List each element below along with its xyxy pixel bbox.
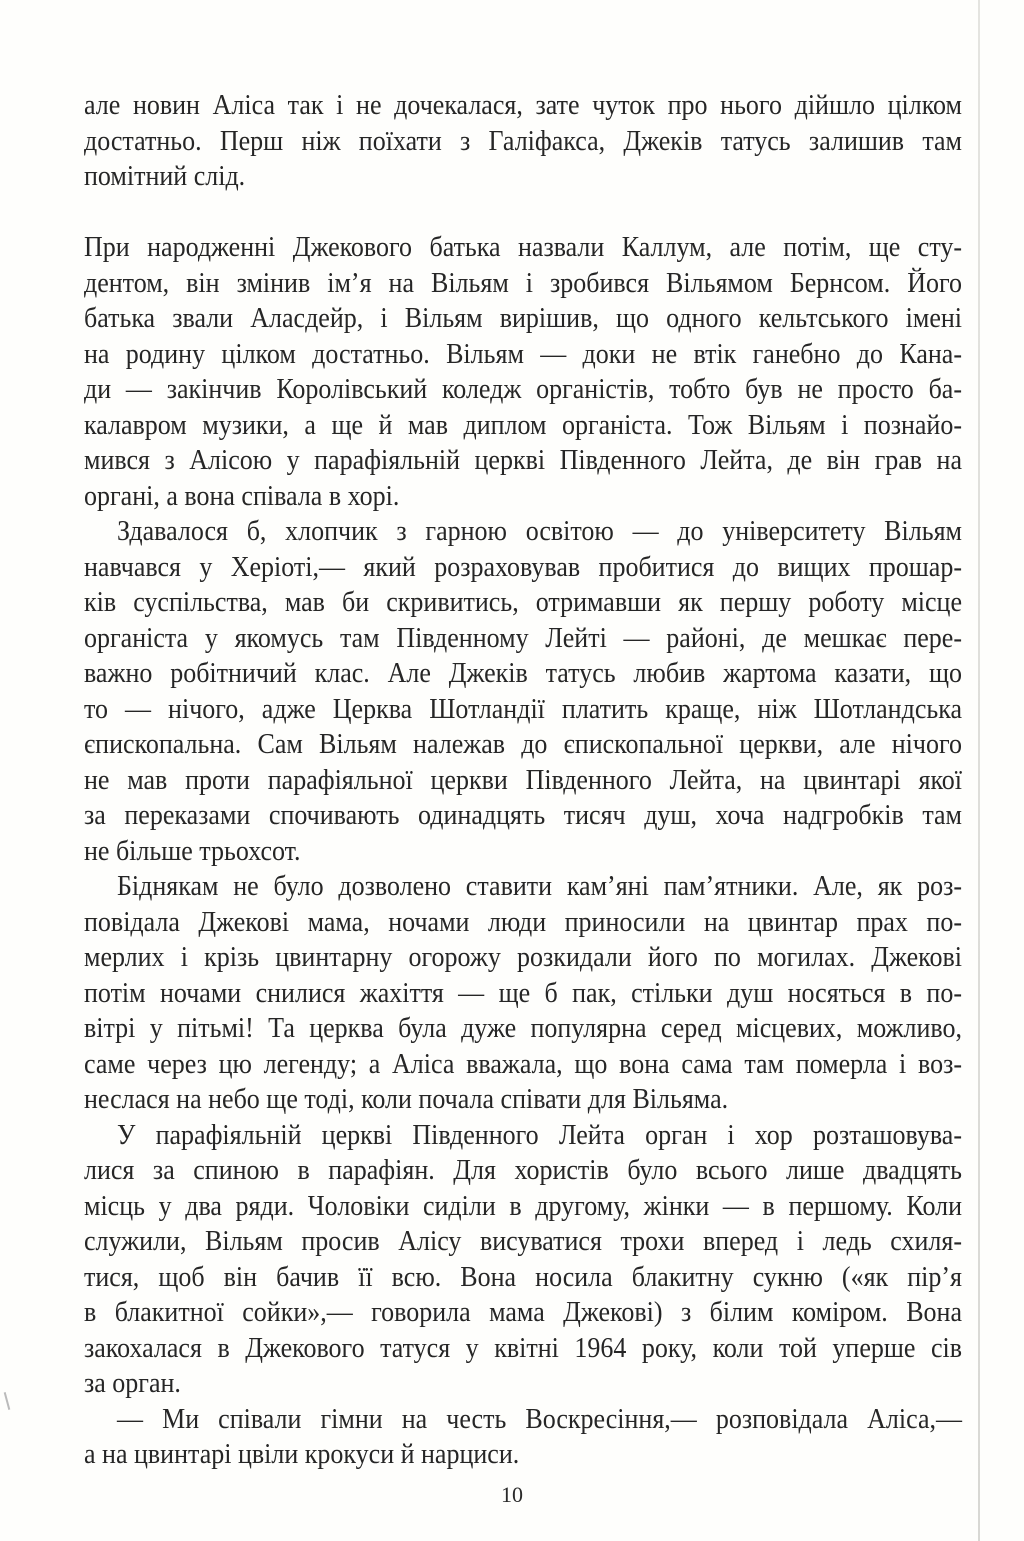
text-line: помітний слід. — [84, 159, 246, 192]
text-line: за переказами спочивають одинадцять тисяч душ, хоча надгробків там — [84, 798, 962, 831]
text-line: важно робітничий клас. Але Джеків татусь любив жартома казати, що — [84, 656, 962, 689]
text-line: не більше трьохсот. — [84, 834, 301, 866]
text-line: саме через цю легенду; а Аліса вважала, що вона сама там померла і воз- — [84, 1047, 962, 1079]
text-line: не мав проти парафіяльної церкви Південного Лейта, на цвинтарі якої — [84, 763, 962, 795]
text-line: а на цвинтарі цвіли крокуси й нарциси. — [84, 1437, 520, 1470]
text-line: служили, Вільям просив Алісу висуватися трохи вперед і ледь схиля- — [84, 1224, 962, 1257]
text-line: мерлих і крізь цвинтарну огорожу розкидали його по могилах. Джекові — [84, 940, 962, 973]
text-line: лися за спиною в парафіян. Для хористів було всього лише двадцять — [84, 1153, 962, 1186]
text-line: У парафіяльній церкві Південного Лейта орган і хор розташовува- — [117, 1118, 962, 1150]
text-line: вітрі у пітьмі! Та церква була дуже популярна серед місцевих, можливо, — [84, 1011, 962, 1044]
text-line: але новин Аліса так і не дочекалася, зате чуток про нього дійшло цілком — [84, 88, 962, 121]
text-line: — Ми співали гімни на честь Воскресіння,— розповідала Аліса,— — [117, 1402, 962, 1434]
text-line: в блакитної сойки»,— говорила мама Джекові) з білим коміром. Вона — [84, 1295, 962, 1328]
text-line: на родину цілком достатньо. Вільям — доки не втік ганебно до Кана- — [84, 337, 962, 369]
text-line: місць у два ряди. Чоловіки сиділи в другому, жінки — в першому. Коли — [84, 1189, 962, 1221]
text-line: неслася на небо ще тоді, коли почала співати для Вільяма. — [84, 1082, 729, 1115]
text-line: органі, а вона співала в хорі. — [84, 479, 400, 511]
scan-speck — [4, 1392, 11, 1410]
text-line: достатньо. Перш ніж поїхати з Галіфакса, Джеків татусь залишив там — [84, 124, 962, 156]
text-line: повідала Джекові мама, ночами люди приносили на цвинтар прах по- — [84, 905, 962, 937]
text-line: При народженні Джекового батька назвали Каллум, але потім, ще сту- — [84, 230, 962, 263]
text-line: ків суспільства, мав би скривитись, отримавши як першу роботу місце — [84, 585, 962, 618]
text-line: то — нічого, адже Церква Шотландії платить краще, ніж Шотландська — [84, 692, 962, 724]
text-line: закохалася в Джекового татуся у квітні 1964 року, коли той уперше сів — [84, 1331, 962, 1363]
text-line: органіста у якомусь там Південному Лейті — районі, де мешкає пере- — [84, 621, 962, 653]
text-line: Біднякам не було дозволено ставити кам’яні пам’ятники. Але, як роз- — [117, 869, 962, 902]
page-number: 10 — [501, 1482, 523, 1507]
text-line: тися, щоб він бачив її всю. Вона носила блакитну сукню («як пір’я — [84, 1260, 962, 1292]
text-line: за орган. — [84, 1366, 181, 1399]
text-line: дентом, він змінив ім’я на Вільям і зробився Вільямом Бернсом. Його — [84, 266, 962, 298]
text-line: ди — закінчив Королівський коледж органістів, тобто був не просто ба- — [84, 372, 962, 405]
text-line: мився з Алісою у парафіяльній церкві Південного Лейта, де він грав на — [84, 443, 962, 476]
text-line: єпископальна. Сам Вільям належав до єпископальної церкви, але нічого — [84, 727, 962, 760]
text-line: потім ночами снилися жахіття — ще б пак, стільки душ носяться в по- — [84, 976, 962, 1008]
text-line: Здавалося б, хлопчик з гарною освітою — до університету Вільям — [117, 514, 962, 547]
page-edge — [978, 0, 980, 1541]
text-line: калавром музики, а ще й мав диплом органіста. Тож Вільям і познайо- — [84, 408, 962, 440]
text-line: навчався у Херіоті,— який розраховував пробитися до вищих прошар- — [84, 550, 962, 582]
text-line: батька звали Аласдейр, і Вільям вирішив, що одного кельтського імені — [84, 301, 962, 334]
